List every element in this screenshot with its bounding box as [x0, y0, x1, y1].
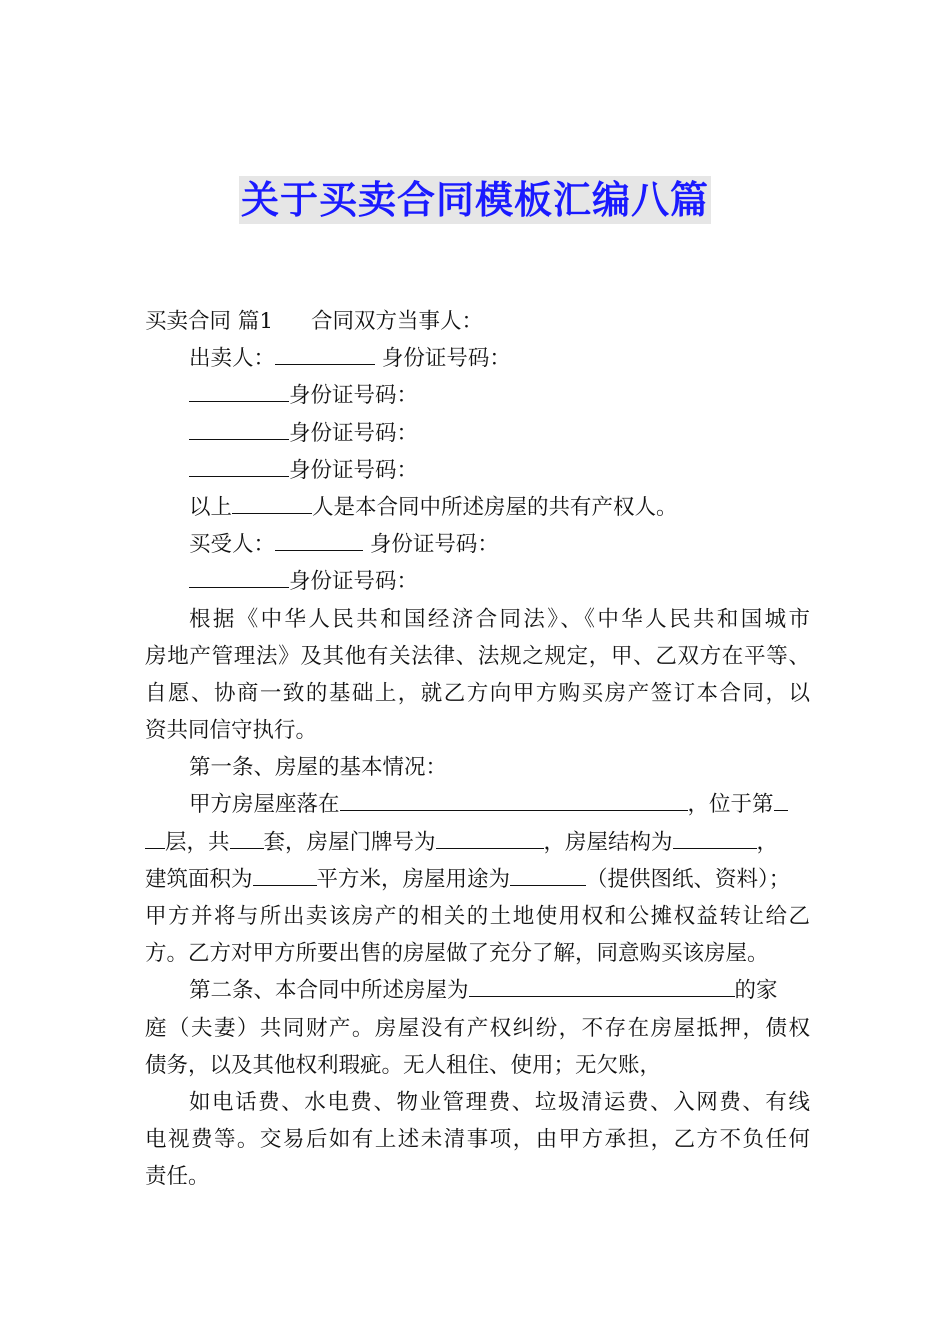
contract-section-label: 买卖合同 篇1 — [145, 309, 274, 334]
co-owner-prefix: 以上 — [189, 494, 233, 520]
paragraph-line: 根据《中华人民共和国经济合同法》、《中华人民共和国城市 — [189, 606, 810, 632]
article-1-line-3 — [145, 861, 810, 898]
document-body — [145, 303, 810, 1196]
id-label: 身份证号码： — [289, 383, 419, 409]
article-2-line-1 — [145, 972, 810, 1009]
text-span: 平方米，房屋用途为 — [316, 866, 511, 892]
buyer-blank — [275, 526, 363, 551]
id-label: 身份证号码： — [381, 346, 511, 372]
paragraph-line: 庭（夫妻）共同财产。房屋没有产权纠纷，不存在房屋抵押，债权 — [145, 1015, 810, 1041]
paragraph-line: 如电话费、水电费、物业管理费、垃圾清运费、入网费、有线 — [189, 1089, 810, 1115]
name-blank — [189, 563, 289, 588]
text-span: 层，共 — [165, 829, 230, 855]
article-1-line-1 — [145, 786, 810, 823]
name-blank — [189, 377, 289, 402]
title-container — [0, 176, 950, 224]
structure-blank — [673, 824, 757, 849]
id-label: 身份证号码： — [289, 420, 419, 446]
text-span: 的家 — [734, 978, 778, 1004]
paragraph-line: 责任。 — [145, 1164, 210, 1190]
paragraph-line: 电视费等。交易后如有上述未清事项，由甲方承担，乙方不负任何 — [145, 1127, 810, 1153]
name-blank — [189, 452, 289, 477]
paragraph-line: 甲方并将与所出卖该房产的相关的土地使用权和公摊权益转让给乙 — [145, 904, 810, 929]
seller-blank — [275, 340, 375, 365]
text-span: 第二条、本合同中所述房屋为 — [189, 978, 469, 1004]
count-blank — [232, 489, 312, 514]
seller-line-2 — [145, 377, 810, 414]
paragraph-line: 方。乙方对甲方所要出售的房屋做了充分了解，同意购买该房屋。 — [145, 941, 769, 967]
seller-line-4 — [145, 452, 810, 489]
floor-blank-cont — [145, 824, 165, 849]
buyer-label: 买受人： — [189, 532, 276, 558]
buyer-line — [145, 526, 810, 563]
text-span: （提供图纸、资料）； — [586, 866, 791, 892]
door-number-blank — [436, 824, 544, 849]
paragraph-line: 资共同信守执行。 — [145, 718, 318, 744]
text-span: 甲方房屋座落在 — [189, 792, 340, 818]
seller-line — [145, 340, 810, 377]
co-owner-line — [145, 489, 810, 526]
name-blank — [189, 415, 289, 440]
id-label: 身份证号码： — [369, 532, 499, 558]
id-label: 身份证号码： — [289, 457, 419, 483]
paragraph-line: 自愿、协商一致的基础上，就乙方向甲方购买房产签订本合同，以 — [145, 680, 810, 706]
area-blank — [253, 861, 317, 886]
id-label: 身份证号码： — [289, 569, 419, 595]
co-owner-suffix: 人是本合同中所述房屋的共有产权人。 — [312, 494, 678, 520]
text-span: 建筑面积为 — [145, 866, 253, 892]
text-span: ，房屋结构为 — [543, 829, 673, 855]
paragraph-line: 房地产管理法》及其他有关法律、法规之规定，甲、乙双方在平等、 — [145, 643, 810, 669]
property-owner-blank — [469, 972, 735, 997]
paragraph-line: 债务，以及其他权利瑕疵。无人租住、使用；无欠账， — [145, 1052, 662, 1078]
seller-line-3 — [145, 415, 810, 452]
text-span: ，位于第 — [687, 792, 774, 818]
article-1-line-2 — [145, 824, 810, 861]
text-span: 套，房屋门牌号为 — [263, 829, 436, 855]
buyer-line-2 — [145, 563, 810, 600]
seller-label: 出卖人： — [189, 346, 276, 372]
location-blank — [340, 786, 688, 811]
document-title: 关于买卖合同模板汇编八篇 — [240, 178, 709, 222]
text-span: ， — [756, 829, 779, 855]
article-1-title: 第一条、房屋的基本情况： — [189, 755, 448, 781]
parties-label: 合同双方当事人： — [311, 309, 484, 334]
floor-blank — [774, 786, 788, 811]
usage-blank — [510, 861, 586, 886]
units-blank — [230, 824, 264, 849]
contract-heading-line — [145, 303, 810, 340]
